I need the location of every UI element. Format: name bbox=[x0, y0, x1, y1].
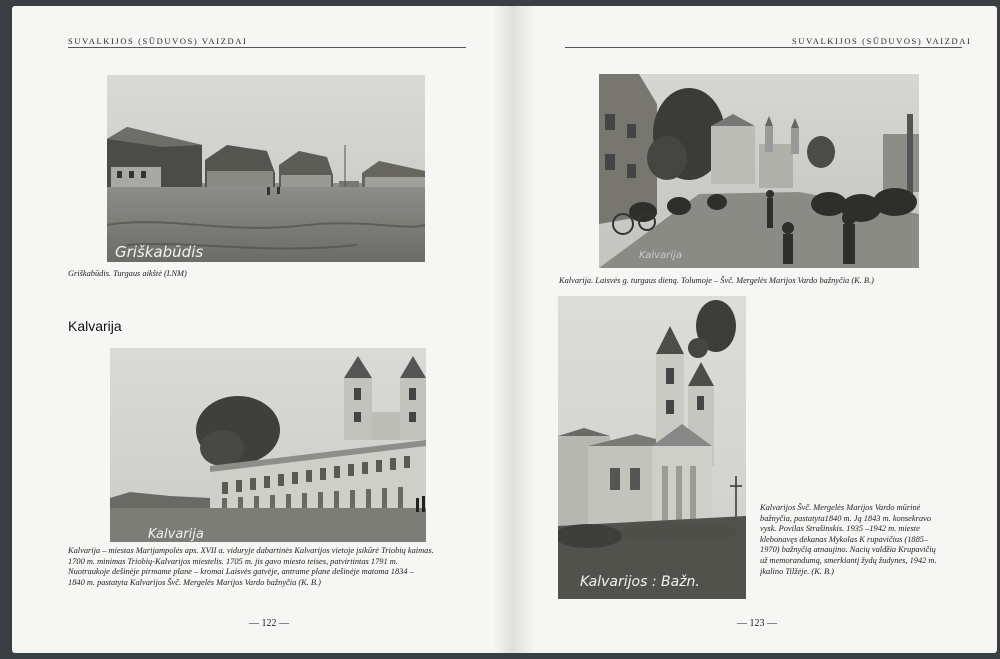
photo-inscription: Kalvarija bbox=[639, 250, 682, 261]
section-title-kalvarija: Kalvarija bbox=[68, 318, 122, 334]
caption-kalvarija-history bbox=[68, 546, 468, 588]
gutter-shadow bbox=[493, 6, 515, 653]
photo-church-image bbox=[558, 296, 746, 599]
caption-line: už memorandumą, smerkiantį žydų žudynes, 1942 m. bbox=[760, 555, 937, 565]
caption-line: klebonavęs dekanas Mykolas K rupavičius (1885– bbox=[760, 534, 929, 544]
caption-line: 1700 m. minimas Triobių-Kalvarijos miestelis. 1705 m. jis gavo miesto teises, patvirtintas 1791 m. bbox=[68, 556, 398, 566]
caption-line: Kalvarija – miestas Marijampolės aps. XVII a. viduryje dabartinės Kalvarijos vietoje įsikūrė Triobių kaimas. bbox=[68, 546, 434, 555]
caption-line: bažnyčia, pastatyta1840 m. Ją 1843 m. konsekravo bbox=[760, 513, 931, 523]
photo-inscription: Griškabūdis bbox=[115, 243, 204, 261]
header-rule bbox=[68, 47, 466, 48]
photo-inscription: Kalvarijos : Bažn. bbox=[580, 574, 700, 590]
caption-market-day: Kalvarija. Laisvės g. turgaus dieną. Tolumoje – Švč. Mergelės Marijos Vardo bažnyčia (K. B.) bbox=[559, 276, 874, 285]
caption-line: įkalino Tilžėje. (K. B.) bbox=[760, 566, 834, 576]
photo-inscription: Kalvarija bbox=[148, 527, 204, 542]
caption-line: Nuotraukoje dešinėje pirmame plane – kromai Laisvės gatvėje, antrame plane dešinėje matoma 1834 – bbox=[68, 567, 414, 577]
caption-line: 1970) bažnyčią atnaujino. Nacių valdžia Krupavičių bbox=[760, 545, 936, 555]
caption-church-history bbox=[760, 503, 980, 577]
photo-kalvarija-street-image bbox=[110, 348, 426, 542]
photo-griskabudis-market bbox=[107, 75, 425, 262]
photo-market-day-image bbox=[599, 74, 919, 268]
running-head-left: SUVALKIJOS (SŪDUVOS) VAIZDAI bbox=[68, 36, 248, 46]
caption-griskabudis: Griškabūdis. Turgaus aikštė (LNM) bbox=[68, 269, 187, 278]
photo-kalvarija-market-day bbox=[599, 74, 919, 268]
caption-line: Kalvarijos Švč. Mergelės Marijos Vardo mūrinė bbox=[760, 503, 921, 512]
photo-kalvarija-church bbox=[558, 296, 746, 599]
right-page bbox=[515, 6, 997, 653]
page-number-right: — 123 — bbox=[737, 618, 777, 629]
running-head-right: SUVALKIJOS (SŪDUVOS) VAIZDAI bbox=[792, 36, 972, 46]
caption-line: vysk. Povilas Strašinskis. 1935 –1942 m. mieste bbox=[760, 524, 920, 534]
photo-griskabudis-image bbox=[107, 75, 425, 262]
left-page bbox=[12, 6, 515, 653]
caption-line: 1840 m. pastatyta Kalvarijos Švč. Mergelės Marijos Vardo bažnyčia (K. B.) bbox=[68, 577, 321, 587]
page-number-left: — 122 — bbox=[249, 618, 289, 629]
header-rule bbox=[565, 47, 962, 48]
gutter-shadow bbox=[515, 6, 537, 653]
photo-kalvarija-street bbox=[110, 348, 426, 542]
